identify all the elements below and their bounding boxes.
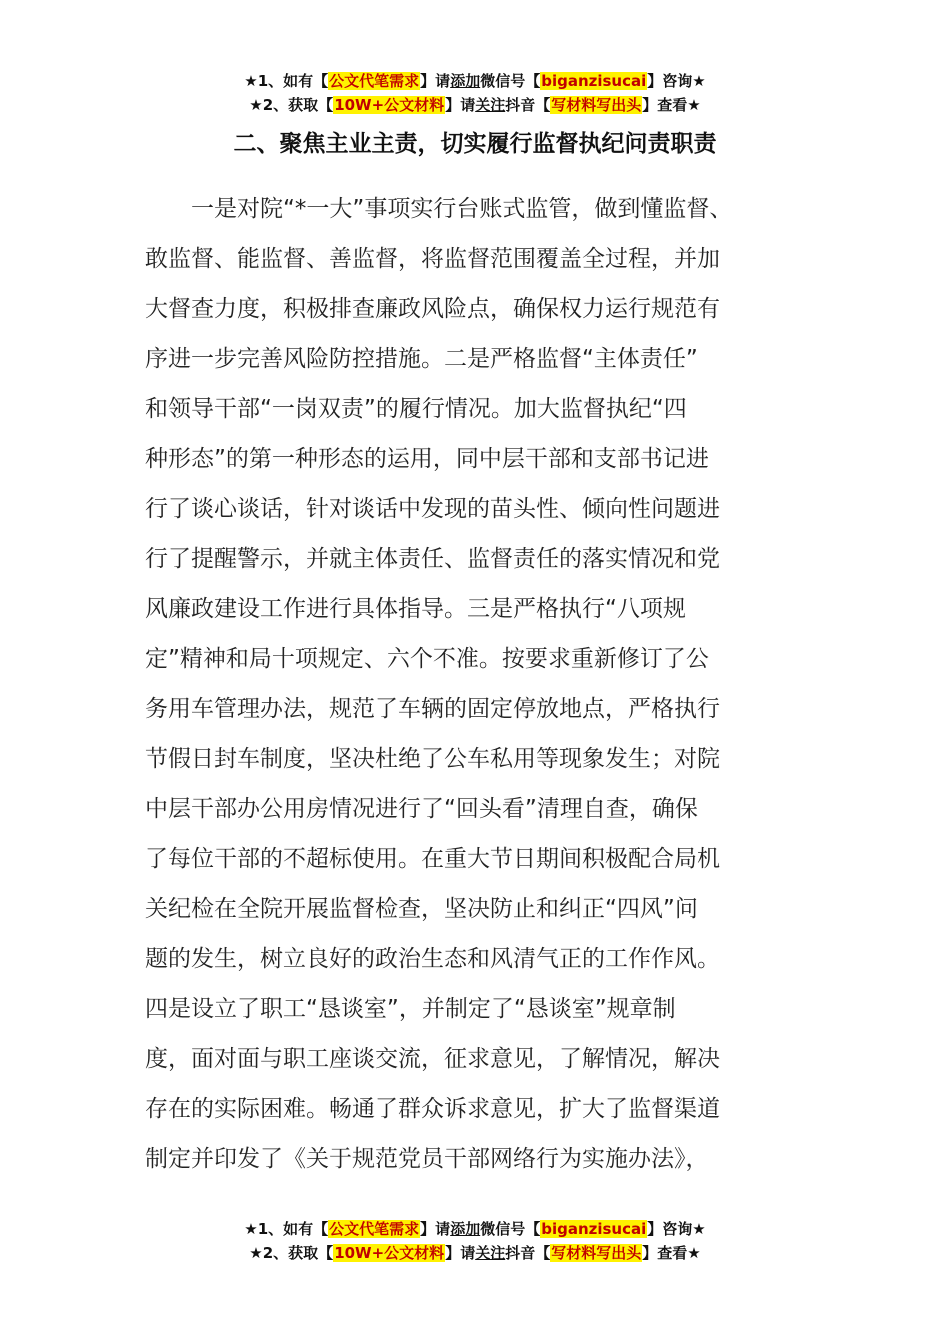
body-line: 一是对院“*一大”事项实行台账式监管，做到懂监督、: [191, 196, 733, 222]
body-line: 制定并印发了《关于规范党员干部网络行为实施办法》，: [145, 1146, 709, 1172]
banner-text: 抖音【: [505, 1244, 551, 1262]
banner-text: 】请: [445, 96, 476, 114]
banner-line-2: [0, 1241, 950, 1265]
body-line: 定”精神和局十项规定、六个不准。按要求重新修订了公: [145, 646, 709, 672]
body-line: 题的发生，树立良好的政治生态和风清气正的工作作风。: [145, 946, 720, 972]
banner-line-1: [0, 69, 950, 93]
banner-underline: 关注: [475, 96, 506, 114]
body-line: 了每位干部的不超标使用。在重大节日期间积极配合局机: [145, 846, 720, 872]
banner-text: ★1、如有【: [244, 72, 329, 90]
banner-highlight: 公文代笔需求: [329, 72, 420, 90]
banner-underline: 添加: [450, 1220, 481, 1238]
body-line: 行了提醒警示，并就主体责任、监督责任的落实情况和党: [145, 546, 720, 572]
banner-text: 】请: [420, 72, 451, 90]
body-line: 度，面对面与职工座谈交流，征求意见，了解情况，解决: [145, 1046, 720, 1072]
banner-text: 微信号【: [480, 72, 541, 90]
body-line: 关纪检在全院开展监督检查，坚决防止和纠正“四风”问: [145, 896, 698, 922]
top-banner: [0, 69, 950, 117]
banner-text: 抖音【: [505, 96, 551, 114]
body-line: 敢监督、能监督、善监督，将监督范围覆盖全过程，并加: [145, 246, 720, 272]
body-line: 存在的实际困难。畅通了群众诉求意见，扩大了监督渠道: [145, 1096, 720, 1122]
banner-highlight: 写材料写出头: [551, 1244, 642, 1262]
banner-highlight: 公文代笔需求: [329, 1220, 420, 1238]
body-line: 风廉政建设工作进行具体指导。三是严格执行“八项规: [145, 596, 686, 622]
body-line: 大督查力度，积极排查廉政风险点，确保权力运行规范有: [145, 296, 720, 322]
banner-text: 】请: [420, 1220, 451, 1238]
banner-text: ★1、如有【: [244, 1220, 329, 1238]
banner-highlight: biganzisucai: [541, 72, 647, 90]
body-line: 务用车管理办法，规范了车辆的固定停放地点，严格执行: [145, 696, 720, 722]
body-line: 和领导干部“一岗双责”的履行情况。加大监督执纪“四: [145, 396, 687, 422]
banner-text: 】咨询★: [647, 1220, 706, 1238]
banner-highlight: 10W+公文材料: [334, 1244, 445, 1262]
banner-text: 】咨询★: [647, 72, 706, 90]
body-line: 序进一步完善风险防控措施。二是严格监督“主体责任”: [145, 346, 698, 372]
banner-text: ★2、获取【: [249, 96, 334, 114]
body-line: 种形态”的第一种形态的运用，同中层干部和支部书记进: [145, 446, 709, 472]
banner-line-2: [0, 93, 950, 117]
banner-highlight: biganzisucai: [541, 1220, 647, 1238]
body-line: 中层干部办公用房情况进行了“回头看”清理自查，确保: [145, 796, 698, 822]
bottom-banner: [0, 1217, 950, 1265]
section-heading: 二、聚焦主业主责，切实履行监督执纪问责职责: [233, 131, 717, 157]
banner-line-1: [0, 1217, 950, 1241]
body-line: 行了谈心谈话，针对谈话中发现的苗头性、倾向性问题进: [145, 496, 720, 522]
body-line: 四是设立了职工“恳谈室”，并制定了“恳谈室”规章制: [145, 996, 676, 1022]
banner-text: 】请: [445, 1244, 476, 1262]
banner-text: ★2、获取【: [249, 1244, 334, 1262]
body-paragraph: [145, 184, 813, 1184]
banner-text: 】查看★: [642, 1244, 701, 1262]
banner-underline: 添加: [450, 72, 481, 90]
banner-highlight: 10W+公文材料: [334, 96, 445, 114]
banner-text: 微信号【: [480, 1220, 541, 1238]
banner-highlight: 写材料写出头: [551, 96, 642, 114]
body-line: 节假日封车制度，坚决杜绝了公车私用等现象发生；对院: [145, 746, 720, 772]
banner-text: 】查看★: [642, 96, 701, 114]
banner-underline: 关注: [475, 1244, 506, 1262]
